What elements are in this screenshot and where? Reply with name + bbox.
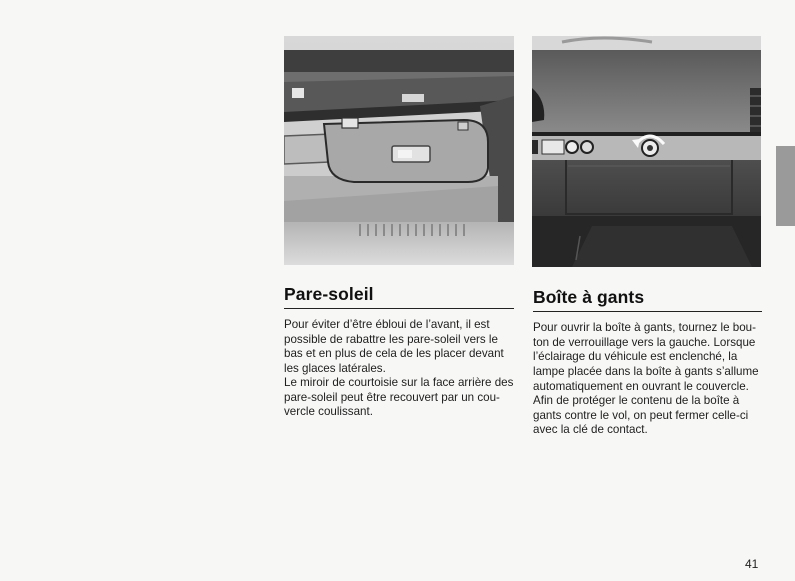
sun-visor-photo [284, 36, 514, 265]
text-line: possible de rabattre les pare-soleil vers le [284, 332, 498, 346]
text-line: Pour éviter d’être ébloui de l’avant, il est [284, 318, 490, 331]
text-line: bas et en plus de cela de les placer devant [284, 347, 504, 361]
text-line: ton de verrouillage vers la gauche. Lorsque [533, 335, 756, 349]
text-line: gants contre le vol, on peut fermer celle-ci [533, 408, 749, 422]
text-line: avec la clé de contact. [533, 423, 648, 437]
glove-box-heading: Boîte à gants [533, 287, 645, 307]
sun-visor-heading: Pare-soleil [284, 284, 374, 304]
text-line: Afin de protéger le contenu de la boîte à [533, 394, 740, 407]
text-line: lampe placée dans la boîte à gants s’allume [533, 365, 759, 379]
chapter-edge-tab [776, 146, 795, 226]
text-line: pare-soleil peut être recouvert par un cou- [284, 390, 500, 404]
sun-visor-paragraph-1 [284, 318, 514, 377]
heading-rule [284, 308, 514, 309]
page-number: 41 [745, 557, 759, 571]
sun-visor-paragraph-2 [284, 376, 514, 420]
text-line: automatiquement en ouvrant le couvercle. [533, 379, 749, 393]
heading-rule [533, 311, 762, 312]
glove-box-photo [532, 36, 761, 267]
text-line: Le miroir de courtoisie sur la face arrière des [284, 376, 514, 389]
text-line: vercle coulissant. [284, 405, 373, 419]
text-line: les glaces latérales. [284, 362, 386, 376]
glove-box-paragraph-1 [533, 321, 762, 395]
text-line: Pour ouvrir la boîte à gants, tournez le bou- [533, 321, 756, 334]
glove-box-paragraph-2 [533, 394, 762, 438]
text-line: l’éclairage du véhicule est enclenché, la [533, 350, 738, 364]
